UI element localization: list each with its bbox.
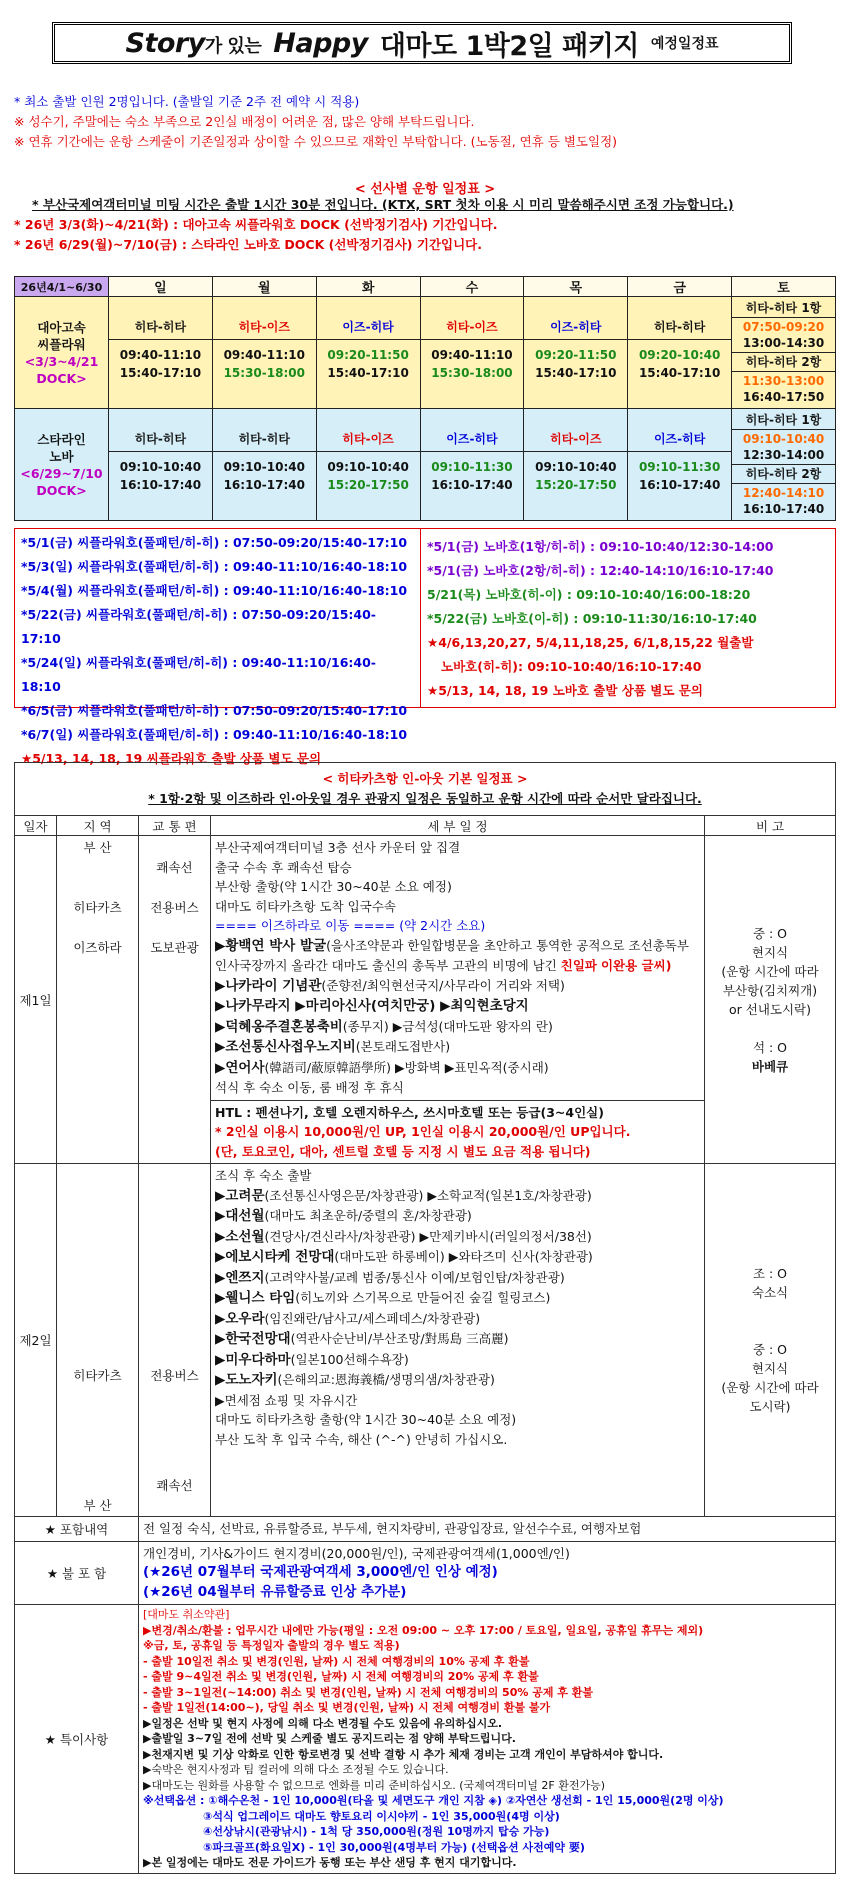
nova-row	[15, 409, 836, 521]
excluded-row	[15, 1541, 836, 1605]
title-story: Story가 있는	[125, 27, 262, 59]
special-item: *5/3(일) 씨플라워호(풀패턴/히-히) : 09:40-11:10/16:40-18:10	[21, 559, 408, 574]
nova-tue: 히타-이즈 09:10-10:40 15:20-17:50	[316, 409, 420, 521]
day2-label: 제2일	[15, 1164, 57, 1517]
title-happy: Happy	[273, 27, 368, 59]
seaflower-row	[15, 297, 836, 409]
excluded-text: 개인경비, 기사&가이드 현지경비(20,000원/인), 국제관광여객세(1,000엔/인) (★26년 07월부터 국제관광여객세 3,000엔/인 인상 예정) (★26년 04월부터 유류할증료 인상 추가분)	[139, 1541, 836, 1605]
day-sat: 토	[732, 277, 836, 297]
day-thu: 목	[524, 277, 628, 297]
included-row	[15, 1517, 836, 1542]
col-remark: 비 고	[705, 816, 836, 836]
seaflower-wed: 히타-이즈 09:40-11:10 15:30-18:00	[420, 297, 524, 409]
nova-wed: 이즈-히타 09:10-11:30 16:10-17:40	[420, 409, 524, 521]
excluded-label: ★ 불 포 함	[15, 1541, 139, 1605]
day1-row	[15, 836, 836, 1101]
itinerary-table	[14, 762, 836, 1874]
notice-room: ※ 성수기, 주말에는 숙소 부족으로 2인실 배정이 어려운 점, 많은 양해 부탁드립니다.	[14, 114, 475, 129]
seaflower-label: 대아고속 씨플라워 <3/3~4/21 DOCK>	[15, 297, 109, 409]
special-notes-label: ★ 특이사항	[15, 1605, 139, 1874]
included-label: ★ 포함내역	[15, 1517, 139, 1542]
meeting-note: * 부산국제여객터미널 미팅 시간은 출발 1시간 30분 전입니다. (KTX, SRT 첫차 이용 시 미리 말씀해주시면 조정 가능합니다.)	[32, 197, 734, 212]
special-item: 노바호(히-히): 09:10-10:40/16:10-17:40	[441, 659, 702, 674]
special-notes-text: [대마도 취소약관] ▶변경/취소/환불 : 업무시간 내에만 가능(평일 : 오전 09:00 ~ 오후 17:00 / 토요일, 일요일, 공휴일 휴무는 제외) ※금, 토, 공휴일 등 특정일자 출발의 경우 별도 적용) - 출발 10일전 취소 및 변경(인원, 날짜) 시 전체 여행경비의 10% 공제 후 환불 - 출발 9~4일전 취소 및 변경(인원, 날짜) 시 전체 여행경비의 20% 공제 후 환불 - 출발 3~1일전(~14:00) 취소 및 변경(인원, 날짜) 시 전체 여행경비의 50% 공제 후 환불 - 출발 1일전(14:00~), 당일 취소 및 변경(인원, 날짜) 시 전체 여행경비 환불 불가 ▶일정은 선박 및 현지 사정에 의해 다소 변경될 수도 있음에 유의하십시오. ▶출발일 3~7일 전에 선박 및 스케줄 별도 공지드리는 점 양해 부탁드립니다. ▶천재지변 및 기상 악화로 인한 항로변경 및 선박 결항 시 추가 체재 경비는 고객 개인이 부담하셔야 합니다. ▶숙박은 현지사정과 팀 컬러에 의해 다소 조정될 수도 있습니다. ▶대마도는 원화를 사용할 수 없으므로 엔화를 미리 준비하십시오. (국제여객터미널 2F 환전가능) ※선택옵션 : ①해수온천 - 1인 10,000원(타올 및 세면도구 개인 지참 ◈) ②자연산 생선회 - 1인 15,000원(2명 이상) ③석식 업그레이드 대마도 향토요리 이시야끼 - 1인 35,000원(4명 이상) ④선상낚시(관광낚시) - 1척 당 350,000원(정원 10명까지 탑승 가능) ⑤파크골프(화요일X) - 1인 30,000원(4명부터 가능) (선택옵션 사전예약 要) ▶본 일정에는 대마도 전문 가이드가 동행 또는 부산 샌딩 후 현지 대기합니다.	[139, 1605, 836, 1874]
special-item: *5/4(월) 씨플라워호(풀패턴/히-히) : 09:40-11:10/16:40-18:10	[21, 583, 408, 598]
nova-mon: 히타-히타 09:10-10:40 16:10-17:40	[212, 409, 316, 521]
day2-details: 조식 후 숙소 출발 ▶고려문(조선통신사영은문/차창관광) ▶소학교적(일본1호/차창관광) ▶대선월(대마도 최초운하/중렬의 혼/차창관광) ▶소선월(견당사/견신라사/차창관광) ▶만제키바시(러일의정서/38선) ▶에보시타케 전망대(대마도판 하롱베이) ▶와타즈미 신사(차창관광) ▶엔쯔지(고려약사불/교례 범종/통신사 이예/보험인탑/차창관광) ▶웰니스 타임(히노끼와 스기목으로 만들어진 숲길 힐링코스) ▶오우라(임진왜란/남사고/세스페데스/차창관광) ▶한국전망대(역관사순난비/부산조망/對馬島 三高麗) ▶미우다하마(일본100선해수욕장) ▶도노자키(은해의교:恩海義橋/생명의샘/차창관광) ▶면세점 쇼핑 및 자유시간 대마도 히타카츠항 출항(약 1시간 30~40분 소요 예정) 부산 도착 후 입국 수속, 해산 (^-^) 안녕히 가십시오.	[211, 1164, 705, 1517]
schedule-header-row	[15, 277, 836, 297]
hotel-info: HTL : 펜션나기, 호텔 오렌지하우스, 쓰시마호텔 또는 등급(3~4인실) * 2인실 이용시 10,000원/인 UP, 1인실 이용시 20,000원/인 UP입니다. (단, 토요코인, 대아, 센트럴 호텔 등 지정 시 별도 요금 적용 됩니다)	[211, 1100, 705, 1164]
nova-sat: 히타-히타 1항 09:10-10:40 12:30-14:00 히타-히타 2항 12:40-14:10 16:10-17:40	[732, 409, 836, 521]
period-cell: 26년4/1~6/30	[15, 277, 109, 297]
special-item: *5/22(금) 씨플라워호(풀패턴/히-히) : 07:50-09:20/15:40-17:10	[21, 607, 376, 646]
notice-list	[14, 92, 834, 152]
notice-min-people: * 최소 출발 인원 2명입니다. (출발일 기준 2주 전 예약 시 적용)	[14, 94, 360, 109]
special-item: *5/1(금) 씨플라워호(풀패턴/히-히) : 07:50-09:20/15:40-17:10	[21, 535, 408, 550]
seaflower-tue: 이즈-히타 09:20-11:50 15:40-17:10	[316, 297, 420, 409]
itinerary-heading: < 히타카츠항 인-아웃 기본 일정표 > * 1항·2항 및 이즈하라 인·아웃일 경우 관광지 일정은 동일하고 운항 시간에 따라 순서만 달라집니다.	[15, 763, 836, 816]
nova-label: 스타라인 노바 <6/29~7/10 DOCK>	[15, 409, 109, 521]
special-item: ★5/13, 14, 18, 19 노바호 출발 상품 별도 문의	[427, 683, 703, 698]
col-region: 지 역	[57, 816, 139, 836]
seaflower-mon: 히타-이즈 09:40-11:10 15:30-18:00	[212, 297, 316, 409]
special-item: ★5/13, 14, 18, 19 씨플라워호 출발 상품 별도 문의	[21, 751, 322, 766]
included-text: 전 일정 숙식, 선박료, 유류할증료, 부두세, 현지차량비, 관광입장료, 알선수수료, 여행자보험	[139, 1517, 836, 1542]
day1-label: 제1일	[15, 836, 57, 1164]
dock-note-nova: * 26년 6/29(월)~7/10(금) : 스타라인 노바호 DOCK (선박정기검사) 기간입니다.	[14, 237, 482, 252]
day1-meals: 중 : O 현지식 (운항 시간에 따라 부산항(김치찌개) or 선내도시락) 석 : O 바베큐	[705, 836, 836, 1164]
seaflower-thu: 이즈-히타 09:20-11:50 15:40-17:10	[524, 297, 628, 409]
col-day: 일자	[15, 816, 57, 836]
seaflower-fri: 히타-히타 09:20-10:40 15:40-17:10	[628, 297, 732, 409]
day1-details: 부산국제여객터미널 3층 선사 카운터 앞 집결 출국 수속 후 쾌속선 탑승 부산항 출항(약 1시간 30~40분 소요 예정) 대마도 히타카츠항 도착 입국수속 ==== 이즈하라로 이동 ==== (약 2시간 소요) ▶황백연 박사 발굴(을사조약문과 한일합병문을 초안하고 통역한 공적으로 조선총독부 인사국장까지 올라간 대마도 출신의 총독부 고관의 비명에 남긴 친일파 이완용 글씨) ▶나카라이 기념관(준향전/최익현선국지/사무라이 거리와 저택) ▶나카무라지 ▶마리아신사(여치만궁) ▶최익현초당지 ▶덕혜옹주결혼봉축비(종무지) ▶금석성(대마도판 왕자의 란) ▶조선통신사접우노지비(본토래도접반사) ▶연어사(韓語司/蔽原韓語學所) ▶방화벽 ▶표민옥적(중시래) 석식 후 숙소 이동, 룸 배정 후 휴식	[211, 836, 705, 1101]
dock-note-seaflower: * 26년 3/3(화)~4/21(화) : 대아고속 씨플라워호 DOCK (선박정기검사) 기간입니다.	[14, 217, 498, 232]
day2-row	[15, 1164, 836, 1517]
ferry-schedule-table	[14, 276, 836, 521]
nova-specials	[421, 529, 835, 707]
day2-transport: 전용버스 쾌속선	[139, 1164, 211, 1517]
special-item: 5/21(목) 노바호(히-이) : 09:10-10:40/16:00-18:20	[427, 587, 751, 602]
special-sailing-box	[14, 528, 836, 766]
special-item: ★4/6,13,20,27, 5/4,11,18,25, 6/1,8,15,22 월출발	[427, 635, 754, 650]
itinerary-header-row	[15, 816, 836, 836]
nova-thu: 히타-이즈 09:10-10:40 15:20-17:50	[524, 409, 628, 521]
special-item: *5/1(금) 노바호(1항/히-히) : 09:10-10:40/12:30-14:00	[427, 539, 774, 554]
nova-sun: 히타-히타 09:10-10:40 16:10-17:40	[109, 409, 213, 521]
special-item: *6/5(금) 씨플라워호(풀패턴/히-히) : 07:50-09:20/15:40-17:10	[21, 703, 408, 718]
day1-regions: 부 산 히타카츠 이즈하라	[57, 836, 139, 1164]
special-item: *6/7(일) 씨플라워호(풀패턴/히-히) : 09:40-11:10/16:40-18:10	[21, 727, 408, 742]
day-fri: 금	[628, 277, 732, 297]
page-title-box	[52, 22, 792, 64]
col-transport: 교 통 편	[139, 816, 211, 836]
title-main: 대마도 1박2일 패키지	[379, 30, 639, 62]
schedule-heading: < 선사별 운항 일정표 >	[354, 182, 496, 197]
day2-meals: 조 : O 숙소식 중 : O 현지식 (운항 시간에 따라 도시락)	[705, 1164, 836, 1517]
schedule-notes	[14, 195, 844, 255]
seaflower-specials	[15, 529, 421, 766]
col-detail: 세 부 일 정	[211, 816, 705, 836]
special-item: *5/24(일) 씨플라워호(풀패턴/히-히) : 09:40-11:10/16:40-18:10	[21, 655, 376, 694]
day-sun: 일	[109, 277, 213, 297]
day-wed: 수	[420, 277, 524, 297]
special-item: *5/22(금) 노바호(이-히) : 09:10-11:30/16:10-17:40	[427, 611, 757, 626]
notice-holiday: ※ 연휴 기간에는 운항 스케줄이 기존일정과 상이할 수 있으므로 재확인 부탁합니다. (노동절, 연휴 등 별도일정)	[14, 134, 618, 149]
seaflower-sun: 히타-히타 09:40-11:10 15:40-17:10	[109, 297, 213, 409]
day2-regions: 히타카츠 부 산	[57, 1164, 139, 1517]
day-mon: 월	[212, 277, 316, 297]
seaflower-sat: 히타-히타 1항 07:50-09:20 13:00-14:30 히타-히타 2항 11:30-13:00 16:40-17:50	[732, 297, 836, 409]
day-tue: 화	[316, 277, 420, 297]
nova-fri: 이즈-히타 09:10-11:30 16:10-17:40	[628, 409, 732, 521]
special-notes-row	[15, 1605, 836, 1874]
special-item: *5/1(금) 노바호(2항/히-히) : 12:40-14:10/16:10-17:40	[427, 563, 774, 578]
day1-transport: 쾌속선 전용버스 도보관광	[139, 836, 211, 1164]
title-sub: 예정일정표	[650, 36, 719, 52]
